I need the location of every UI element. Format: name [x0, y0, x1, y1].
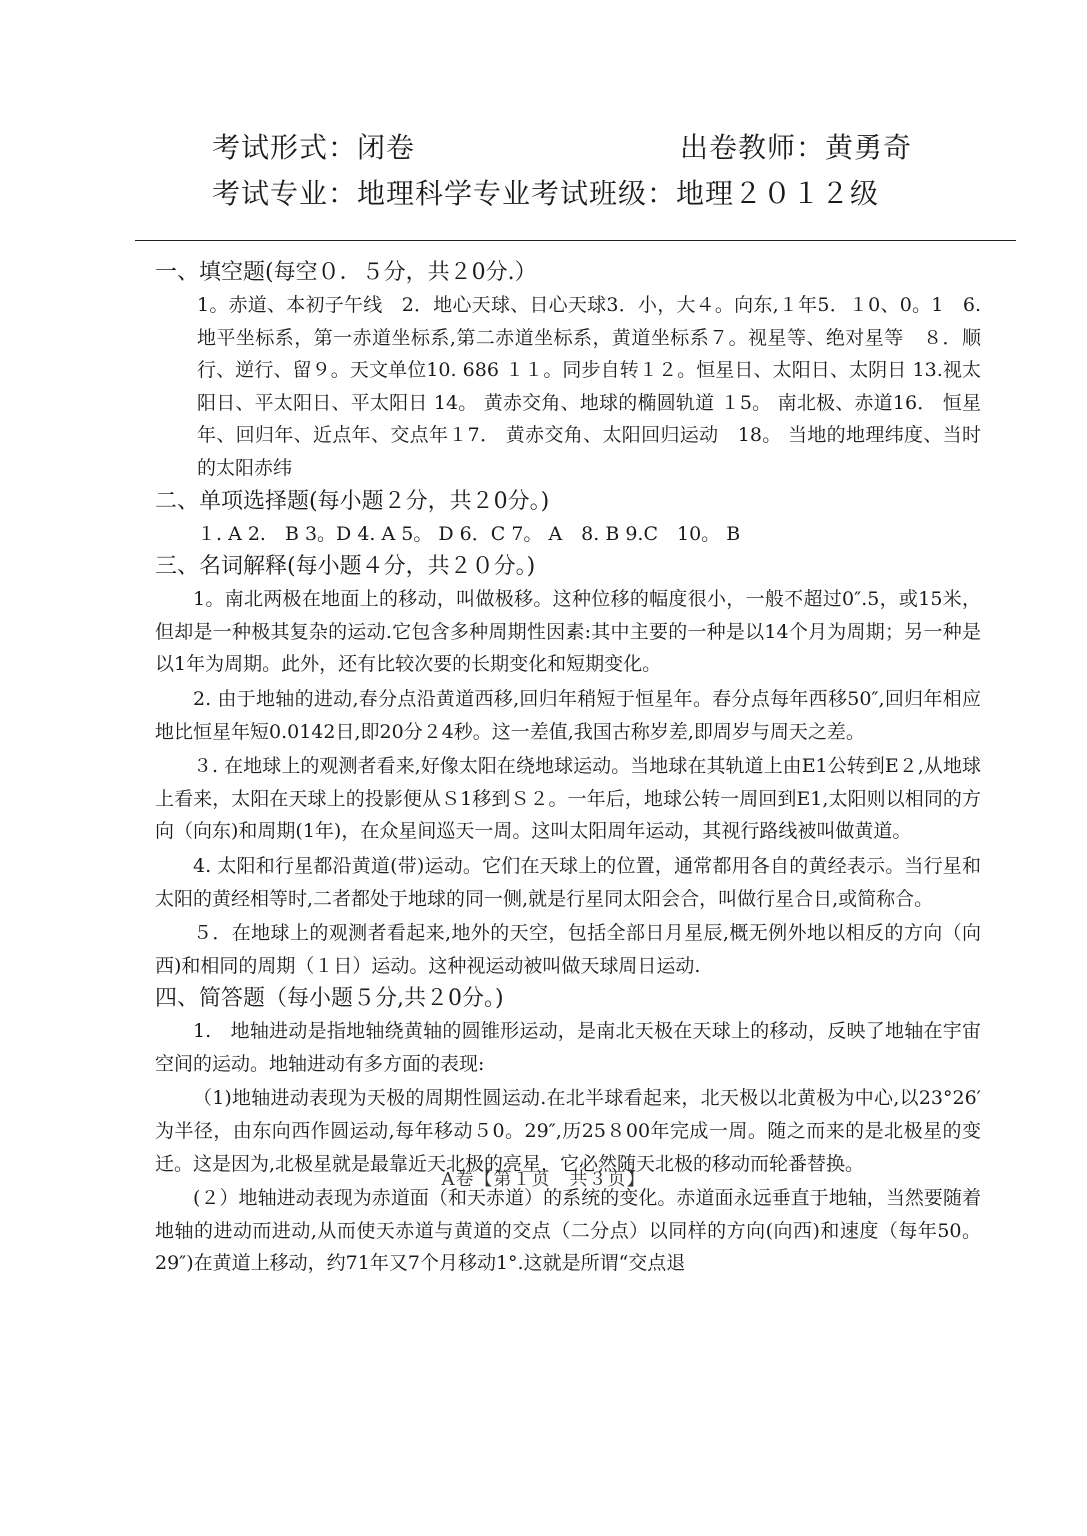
term-answer: ５．在地球上的观测者看起来,地外的天空，包括全部日月星辰,概无例外地以相反的方向（向西)和相同的周期（１日）运动。这种视运动被叫做天球周日运动.: [155, 922, 981, 977]
section-title: 一、填空题: [155, 260, 266, 285]
section-3-heading: [155, 550, 981, 583]
short-answer: 1. 地轴进动是指地轴绕黄轴的圆锥形运动，是南北天极在天球上的移动，反映了地轴在宇宙空间的运动。地轴进动有多方面的表现:: [155, 1020, 981, 1075]
answer-body: [155, 256, 981, 1280]
section-2-heading: [155, 485, 981, 518]
section-title: 二、单项选择题: [155, 488, 310, 514]
section-title: 四、简答题: [155, 986, 266, 1012]
section-4-heading: [155, 982, 981, 1015]
section-note: （每小题５分,共２0分。): [265, 986, 504, 1012]
short-answer: （1)地轴进动表现为天极的周期性圆运动.在北半球看起来，北天极以北黄极为中心,以23°26′为半径，由东向西作圆运动,每年移动５0。29″,历25８00年完成一周。随之而来的是北极星的变迁。这是因为,北极星就是最靠近天北极的亮星，它必然随天北极的移动而轮番替换。: [155, 1087, 981, 1175]
header-divider: [135, 240, 1016, 241]
section-1-heading: [155, 256, 981, 289]
major-class: 考试专业：地理科学专业考试班级：地理２０１２级: [212, 177, 880, 210]
section-note: (每空０．５分，共２0分.）: [265, 260, 537, 285]
page-footer: A卷【第１页 共３页】: [441, 1169, 646, 1190]
section-note: (每小题４分，共２０分。): [287, 554, 536, 580]
fill-in-answers: 1。赤道、本初子午线 2．地心天球、日心天球3．小，大４。向东,１年5．１0、0。1 6. 地平坐标系，第一赤道坐标系,第二赤道坐标系，黄道坐标系７。视星等、绝对星等 ８．顺行、逆行、留９。天文单位10. 686 １１。同步自转１２。恒星日、太阳日、太阴日 13.视太阳日、平太阳日、平太阳日 14。 黄赤交角、地球的椭圆轨道 １5。 南北极、赤道16． 恒星年、回归年、近点年、交点年１7． 黄赤交角、太阳回归运动 18。 当地的地理纬度、当时的太阳赤纬: [197, 294, 981, 479]
short-answer: (２）地轴进动表现为赤道面（和天赤道）的系统的变化。赤道面永远垂直于地轴，当然要随着地轴的进动而进动,从而使天赤道与黄道的交点（二分点）以同样的方向(向西)和速度（每年50。29″)在黄道上移动，约71年又7个月移动1°.这就是所谓“交点退: [155, 1187, 981, 1275]
teacher-name: 出卷教师：黄勇奇: [680, 131, 913, 164]
term-answer: 1。南北两极在地面上的移动，叫做极移。这种位移的幅度很小，一般不超过0″.5，或15米，但却是一种极其复杂的运动.它包含多种周期性因素:其中主要的一种是以14个月为周期；另一种是以1年为周期。此外，还有比较次要的长期变化和短期变化。: [155, 588, 981, 676]
choice-answers: １. A 2. B 3。D 4. A 5。 D 6．C 7。 A 8. B 9.C 10。 B: [197, 522, 741, 545]
section-title: 三、名词解释: [155, 554, 288, 580]
term-answer: 4. 太阳和行星都沿黄道(带)运动。它们在天球上的位置，通常都用各自的黄经表示。当行星和太阳的黄经相等时,二者都处于地球的同一侧,就是行星同太阳会合，叫做行星合日,或简称合。: [155, 854, 981, 910]
exam-form: 考试形式：闭卷: [212, 131, 416, 164]
term-answer: 2. 由于地轴的进动,春分点沿黄道西移,回归年稍短于恒星年。春分点每年西移50″,回归年相应地比恒星年短0.0142日,即20分２4秒。这一差值,我国古称岁差,即周岁与周天之差。: [155, 687, 981, 743]
term-answer: ３. 在地球上的观测者看来,好像太阳在绕地球运动。当地球在其轨道上由E1公转到E２,从地球上看来，太阳在天球上的投影便从Ｓ1移到Ｓ２。一年后，地球公转一周回到E1,太阳则以相同的方向（向东)和周期(1年)，在众星间巡天一周。这叫太阳周年运动，其视行路线被叫做黄道。: [155, 755, 981, 843]
section-note: (每小题２分，共２0分。): [309, 488, 550, 514]
